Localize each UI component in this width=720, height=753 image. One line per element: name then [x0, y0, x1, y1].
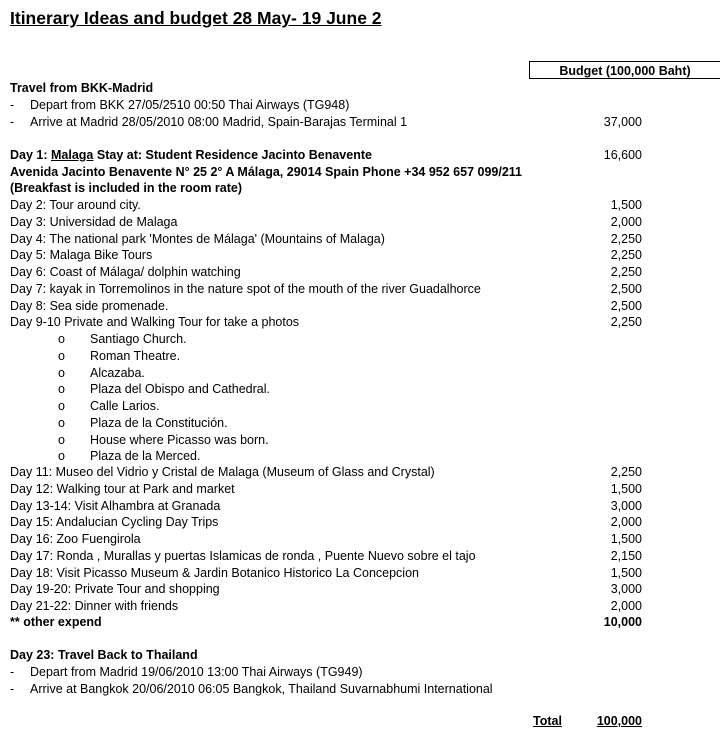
amount: 2,000	[610, 515, 642, 530]
place-item: o Plaza del Obispo and Cathedral.	[58, 382, 270, 397]
bullet-marker: o	[58, 332, 65, 346]
itinerary-row: Day 6: Coast of Málaga/ dolphin watching 2,250	[10, 265, 642, 279]
bullet-marker: o	[58, 382, 65, 397]
amount: 2,500	[610, 298, 642, 313]
day1-note: (Breakfast is included in the room rate)	[10, 181, 242, 195]
bullet-marker: o	[58, 348, 65, 363]
amount: 16,600	[603, 148, 642, 162]
travel-out-arrive: - Arrive at Madrid 28/05/2010 08:00 Madrid, Spain-Barajas Terminal 1 37,000	[10, 115, 642, 129]
place-item: o Roman Theatre.	[58, 348, 181, 363]
place-item: o Plaza de la Constitución.	[58, 415, 228, 430]
travel-back-arrive: - Arrive at Bangkok 20/06/2010 06:05 Bangkok, Thailand Suvarnabhumi International	[10, 682, 493, 696]
itinerary-row: Day 9-10 Private and Walking Tour for take a photos 2,250	[10, 315, 642, 330]
itinerary-row: Day 21-22: Dinner with friends 2,000	[10, 599, 642, 613]
amount: 37,000	[603, 115, 642, 129]
page-title: Itinerary Ideas and budget 28 May- 19 June 2	[10, 8, 382, 28]
place-item: o House where Picasso was born.	[58, 432, 269, 447]
amount: 2,000	[610, 599, 642, 613]
amount: 2,250	[610, 248, 642, 263]
amount: 2,000	[610, 214, 642, 229]
travel-out-heading: Travel from BKK-Madrid	[10, 81, 154, 95]
amount: 1,500	[610, 532, 642, 546]
bullet-marker: o	[58, 365, 65, 380]
place-item: o Santiago Church.	[58, 332, 187, 346]
amount: 2,250	[610, 231, 642, 246]
place-item: o Plaza de la Merced.	[58, 449, 201, 464]
bullet-marker: o	[58, 415, 65, 430]
other-expend-row: ** other expend 10,000	[10, 615, 642, 629]
bullet-marker: o	[58, 449, 65, 464]
amount: 2,150	[610, 548, 642, 563]
itinerary-row: Day 11: Museo del Vidrio y Cristal de Malaga (Museum of Glass and Crystal) 2,250	[10, 465, 642, 479]
travel-back-heading: Day 23: Travel Back to Thailand	[10, 648, 198, 662]
itinerary-row: Day 19-20: Private Tour and shopping 3,000	[10, 582, 642, 597]
itinerary-row: Day 7: kayak in Torremolinos in the nature spot of the mouth of the river Guadalhorce 2,500	[10, 281, 642, 296]
travel-out-depart: - Depart from BKK 27/05/2510 00:50 Thai Airways (TG948)	[10, 98, 350, 112]
amount: 3,000	[610, 582, 642, 597]
amount: 2,250	[610, 465, 642, 479]
itinerary-row: Day 4: The national park 'Montes de Málaga' (Mountains of Malaga) 2,250	[10, 231, 642, 246]
amount: 1,500	[610, 565, 642, 580]
itinerary-row: Day 5: Malaga Bike Tours 2,250	[10, 248, 642, 263]
bullet-marker: o	[58, 432, 65, 447]
total-label: Total	[533, 714, 562, 728]
amount: 1,500	[610, 481, 642, 496]
itinerary-row: Day 18: Visit Picasso Museum & Jardin Botanico Historico La Concepcion 1,500	[10, 565, 642, 580]
itinerary-row: Day 16: Zoo Fuengirola 1,500	[10, 532, 642, 546]
place-item: o Calle Larios.	[58, 399, 160, 413]
budget-header: Budget (100,000 Baht)	[529, 61, 720, 79]
itinerary-row: Day 3: Universidad de Malaga 2,000	[10, 214, 642, 229]
amount: 2,250	[610, 265, 642, 279]
travel-back-depart: - Depart from Madrid 19/06/2010 13:00 Thai Airways (TG949)	[10, 665, 363, 679]
bullet-marker: o	[58, 399, 65, 413]
itinerary-row: Day 12: Walking tour at Park and market 1,500	[10, 481, 642, 496]
amount: 10,000	[603, 615, 642, 629]
itinerary-row: Day 15: Andalucian Cycling Day Trips 2,000	[10, 515, 642, 530]
itinerary-row: Day 17: Ronda , Murallas y puertas Islamicas de ronda , Puente Nuevo sobre el tajo 2,150	[10, 548, 642, 563]
day1-address: Avenida Jacinto Benavente N° 25 2° A Málaga, 29014 Spain Phone +34 952 657 099/211	[10, 165, 522, 179]
place-item: o Alcazaba.	[58, 365, 145, 380]
amount: 2,250	[610, 315, 642, 330]
amount: 1,500	[610, 198, 642, 212]
itinerary-row: Day 2: Tour around city. 1,500	[10, 198, 642, 212]
amount: 2,500	[610, 281, 642, 296]
amount: 3,000	[610, 498, 642, 513]
total-row	[0, 712, 720, 730]
itinerary-row: Day 13-14: Visit Alhambra at Granada 3,000	[10, 498, 642, 513]
day1-heading: Day 1: Malaga Stay at: Student Residence Jacinto Benavente 16,600	[10, 148, 642, 162]
itinerary-row: Day 8: Sea side promenade. 2,500	[10, 298, 642, 313]
total-amount: 100,000	[596, 714, 642, 728]
